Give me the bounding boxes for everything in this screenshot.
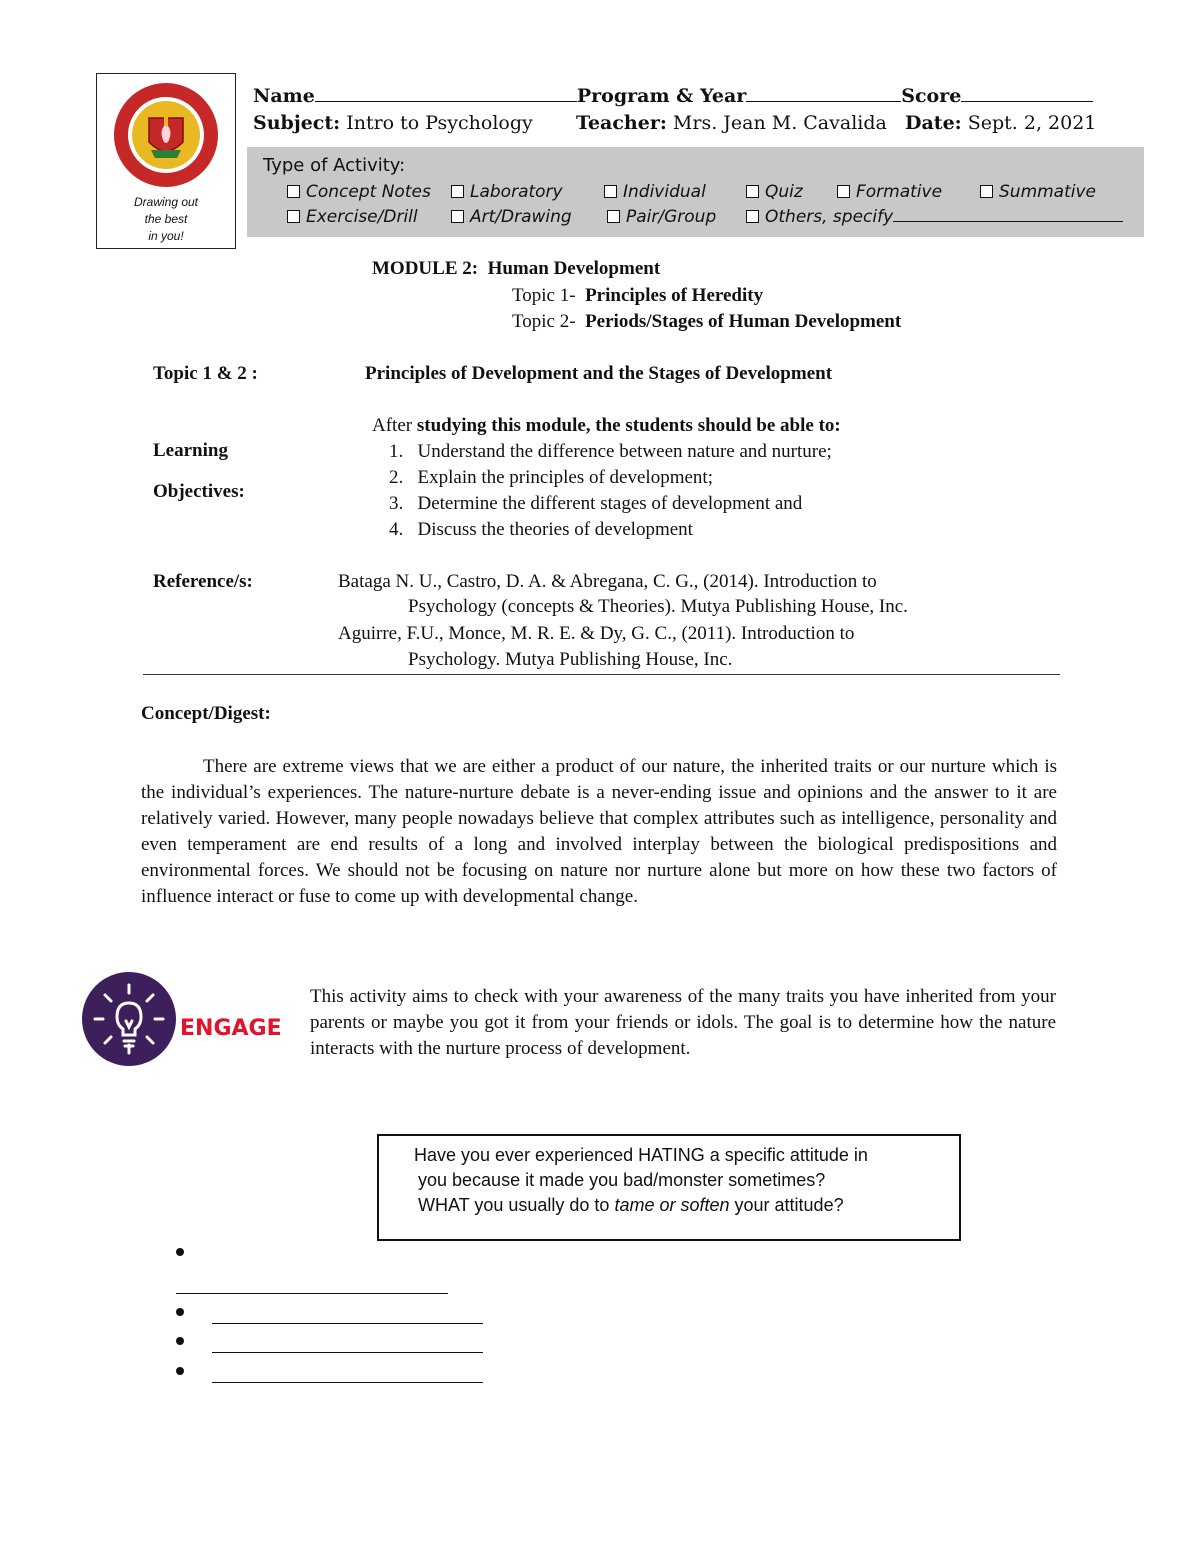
program-label: Program & Year — [576, 85, 747, 107]
activity-option-laboratory[interactable]: Laboratory — [451, 182, 563, 202]
checkbox[interactable] — [451, 210, 464, 223]
lightbulb-icon — [81, 971, 177, 1067]
activity-option-pair-group[interactable]: Pair/Group — [607, 207, 716, 227]
activity-option-quiz[interactable]: Quiz — [746, 182, 803, 202]
activity-option-art-drawing[interactable]: Art/Drawing — [451, 207, 572, 227]
subject-value: Intro to Psychology — [346, 112, 533, 134]
checkbox[interactable] — [746, 210, 759, 223]
module-topic-1: Topic 1- Principles of Heredity — [512, 285, 764, 306]
activity-option-formative[interactable]: Formative — [837, 182, 942, 202]
concept-heading: Concept/Digest: — [141, 703, 271, 724]
subject-label: Subject: — [253, 112, 341, 134]
activity-option-individual[interactable]: Individual — [604, 182, 706, 202]
objectives-label-line-2: Objectives: — [153, 481, 245, 502]
checkbox[interactable] — [451, 185, 464, 198]
engage-label: ENGAGE — [180, 1016, 282, 1041]
date-value: Sept. 2, 2021 — [967, 112, 1097, 134]
date-label: Date: — [905, 112, 962, 134]
answer-bullet — [176, 1337, 184, 1345]
section-divider — [143, 674, 1060, 675]
checkbox[interactable] — [980, 185, 993, 198]
answer-line[interactable] — [176, 1293, 448, 1294]
header-line-2 — [253, 112, 533, 134]
program-blank[interactable] — [746, 100, 901, 102]
answer-bullet — [176, 1308, 184, 1316]
checkbox[interactable] — [604, 185, 617, 198]
reference-line: Psychology (concepts & Theories). Mutya Publishing House, Inc. — [408, 596, 908, 617]
school-seal-icon — [111, 80, 221, 190]
others-specify-blank[interactable] — [893, 220, 1123, 222]
name-label: Name — [253, 85, 315, 107]
checkbox[interactable] — [287, 210, 300, 223]
teacher-field — [576, 112, 887, 134]
objective-item: 3. Determine the different stages of development and — [389, 493, 803, 514]
activity-option-exercise-drill[interactable]: Exercise/Drill — [287, 207, 418, 227]
objective-item: 2. Explain the principles of development; — [389, 467, 713, 488]
answer-bullet — [176, 1248, 184, 1256]
header-line-1 — [253, 85, 1093, 107]
objective-item: 4. Discuss the theories of development — [389, 519, 693, 540]
reference-line: Bataga N. U., Castro, D. A. & Abregana, C. G., (2014). Introduction to — [338, 571, 877, 592]
reference-line: Psychology. Mutya Publishing House, Inc. — [408, 649, 733, 670]
activity-type-title: Type of Activity: — [263, 155, 406, 176]
question-line-1: Have you ever experienced HATING a specific attitude in — [414, 1145, 868, 1165]
teacher-label: Teacher: — [576, 112, 667, 134]
question-line-3: WHAT you usually do to tame or soften your attitude? — [418, 1195, 844, 1215]
module-topic-2: Topic 2- Periods/Stages of Human Development — [512, 311, 902, 332]
objectives-label-line-1: Learning — [153, 440, 228, 461]
school-logo-box — [96, 73, 236, 249]
module-heading: MODULE 2: Human Development — [372, 258, 661, 279]
question-line-2: you because it made you bad/monster sometimes? — [418, 1170, 826, 1190]
activity-option-concept-notes[interactable]: Concept Notes — [287, 182, 431, 202]
checkbox[interactable] — [607, 210, 620, 223]
activity-option-summative[interactable]: Summative — [980, 182, 1096, 202]
teacher-value: Mrs. Jean M. Cavalida — [672, 112, 887, 134]
name-blank[interactable] — [315, 100, 577, 102]
checkbox[interactable] — [837, 185, 850, 198]
engage-text: This activity aims to check with your awareness of the many traits you have inherited from your parents or maybe you got it from your friends or idols. The goal is to determine how the nature interacts with the nurture process of development. — [310, 986, 1056, 1059]
objective-item: 1. Understand the difference between nature and nurture; — [389, 441, 832, 462]
school-motto: Drawing out the best in you! — [133, 195, 199, 243]
checkbox[interactable] — [746, 185, 759, 198]
reference-line: Aguirre, F.U., Monce, M. R. E. & Dy, G. C., (2011). Introduction to — [338, 623, 855, 644]
topic-label: Topic 1 & 2 : — [153, 363, 258, 384]
answer-bullet — [176, 1367, 184, 1375]
concept-paragraph: There are extreme views that we are either a product of our nature, the inherited traits or our nurture which is the individual’s experiences. The nature-nurture debate is a never-ending issue and opinions and the answer to it are relatively varied. However, many people nowadays believe that complex attributes such as intelligence, personality and even temperament are end results of a long and involved interplay between the biological predispositions and environmental forces. We should not be focusing on nature nor nurture alone but more on how these two factors of influence interact or fuse to come up with developmental change. — [141, 756, 1057, 907]
answer-line[interactable] — [212, 1382, 483, 1383]
score-label: Score — [901, 85, 962, 107]
references-label: Reference/s: — [153, 571, 253, 592]
answer-line[interactable] — [212, 1352, 483, 1353]
date-field — [905, 112, 1096, 134]
score-blank[interactable] — [961, 100, 1093, 102]
checkbox[interactable] — [287, 185, 300, 198]
answer-line[interactable] — [212, 1323, 483, 1324]
activity-option-others[interactable]: Others, specify — [746, 207, 1123, 227]
objectives-intro: After studying this module, the students should be able to: — [372, 415, 841, 436]
topic-value: Principles of Development and the Stages of Development — [365, 363, 833, 384]
